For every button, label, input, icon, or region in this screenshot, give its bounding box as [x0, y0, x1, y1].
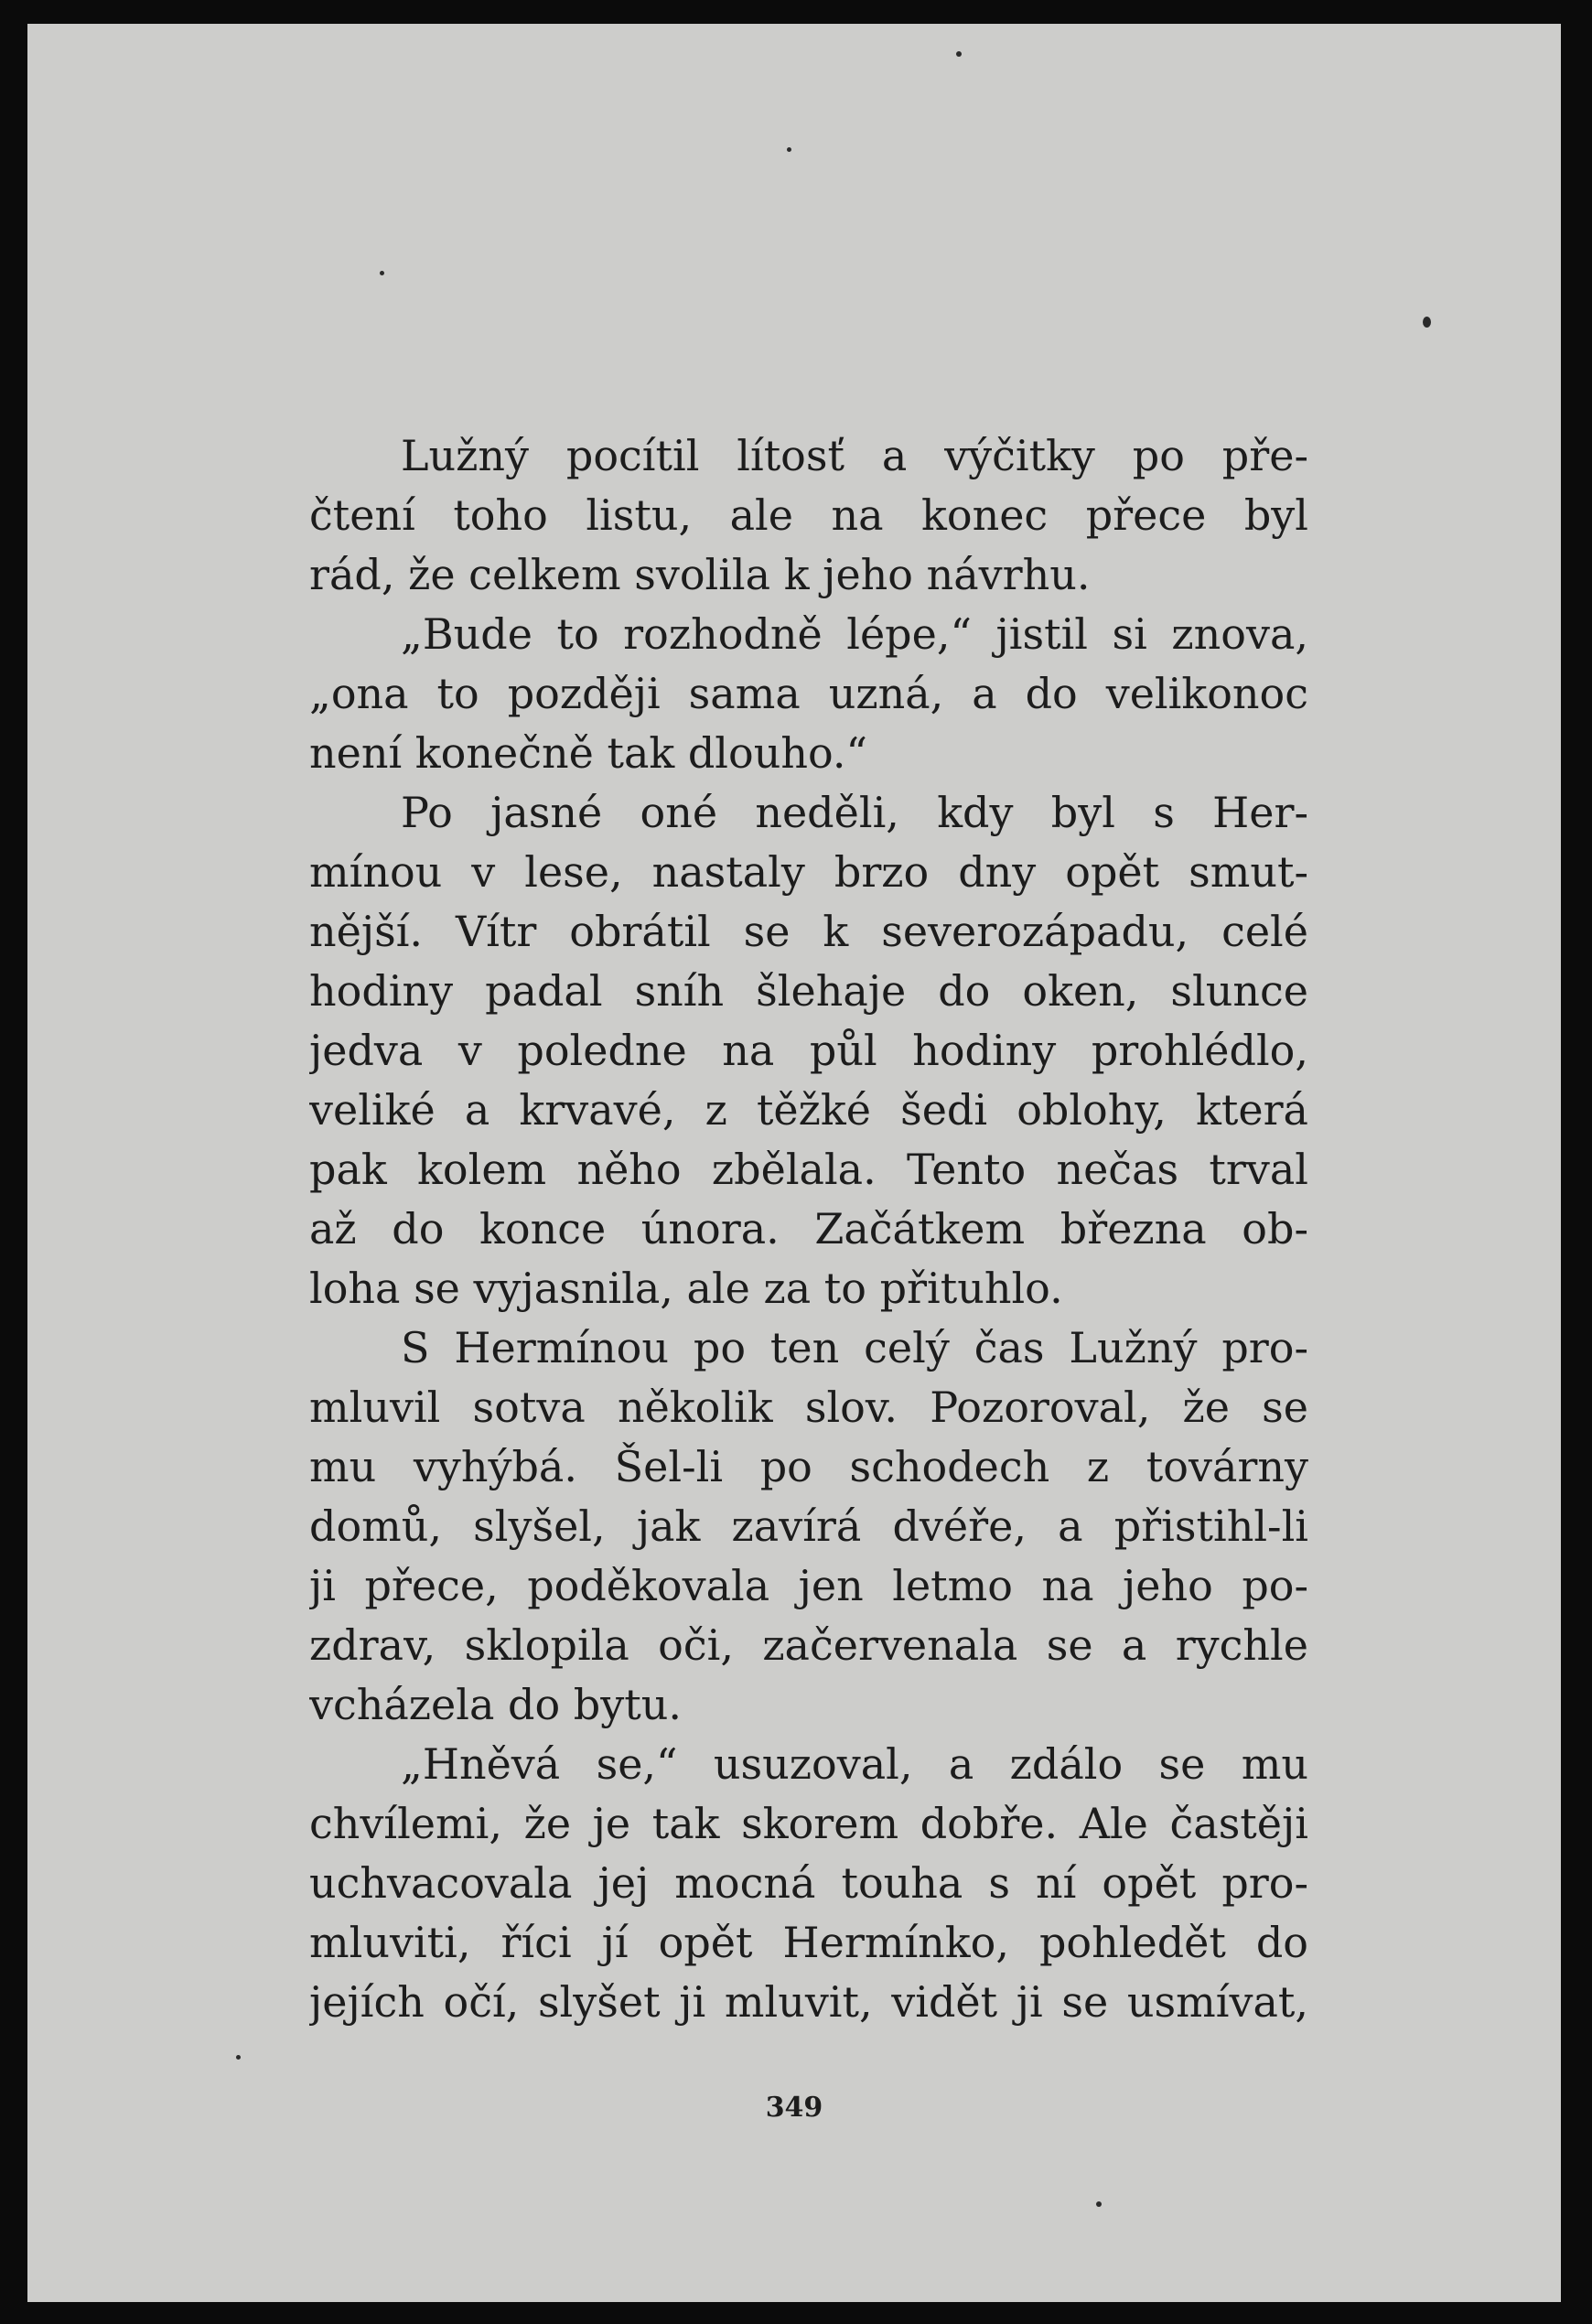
scan-speck	[236, 2055, 241, 2060]
text-line: mu vyhýbá. Šel-li po schodech z továrny	[309, 1442, 1308, 1491]
text-line: „Bude to rozhodně lépe,“ jistil si znova,	[401, 609, 1308, 659]
text-line: jejích očí, slyšet ji mluvit, vidět ji se usmívat,	[309, 1977, 1308, 2027]
body-text	[309, 426, 1308, 2032]
scan-speck	[1096, 2201, 1102, 2207]
text-line: chvílemi, že je tak skorem dobře. Ale častěji	[309, 1799, 1308, 1848]
text-line: mluvil sotva několik slov. Pozoroval, že se	[309, 1383, 1308, 1432]
page-number: 349	[765, 2092, 823, 2124]
text-line: pak kolem něho zbělala. Tento nečas trval	[309, 1145, 1308, 1194]
text-line: hodiny padal sníh šlehaje do oken, slunce	[309, 966, 1308, 1016]
text-line: S Hermínou po ten celý čas Lužný pro-	[401, 1323, 1308, 1372]
text-line: Po jasné oné neděli, kdy byl s Her-	[401, 788, 1308, 837]
text-line: ji přece, poděkovala jen letmo na jeho po-	[309, 1561, 1308, 1610]
text-line: až do konce února. Začátkem března ob-	[309, 1204, 1308, 1253]
text-line: jedva v poledne na půl hodiny prohlédlo,	[309, 1026, 1308, 1075]
text-line: rád, že celkem svolila k jeho návrhu.	[309, 550, 1091, 599]
text-line: domů, slyšel, jak zavírá dvéře, a přistihl-li	[309, 1501, 1308, 1551]
text-line: nější. Vítr obrátil se k severozápadu, celé	[309, 907, 1308, 956]
text-line: „ona to později sama uzná, a do velikonoc	[309, 669, 1308, 718]
text-line: není konečně tak dlouho.“	[309, 728, 867, 778]
text-line: mluviti, říci jí opět Hermínko, pohledět do	[309, 1918, 1308, 1967]
scan-speck	[1423, 317, 1431, 328]
text-line: uchvacovala jej mocná touha s ní opět pro-	[309, 1858, 1308, 1908]
text-line: mínou v lese, nastaly brzo dny opět smut-	[309, 847, 1308, 897]
text-line: vcházela do bytu.	[309, 1680, 682, 1729]
text-line: zdrav, sklopila oči, začervenala se a rychle	[309, 1620, 1308, 1670]
text-line: Lužný pocítil lítosť a výčitky po pře-	[401, 431, 1308, 480]
text-line: veliké a krvavé, z těžké šedi oblohy, která	[309, 1085, 1308, 1135]
text-line: čtení toho listu, ale na konec přece byl	[309, 490, 1308, 540]
scan-speck	[787, 147, 791, 152]
scan-speck	[956, 51, 962, 57]
book-page	[27, 24, 1561, 2302]
scan-speck	[380, 271, 384, 275]
text-line: loha se vyjasnila, ale za to přituhlo.	[309, 1264, 1063, 1313]
text-line: „Hněvá se,“ usuzoval, a zdálo se mu	[401, 1739, 1308, 1789]
